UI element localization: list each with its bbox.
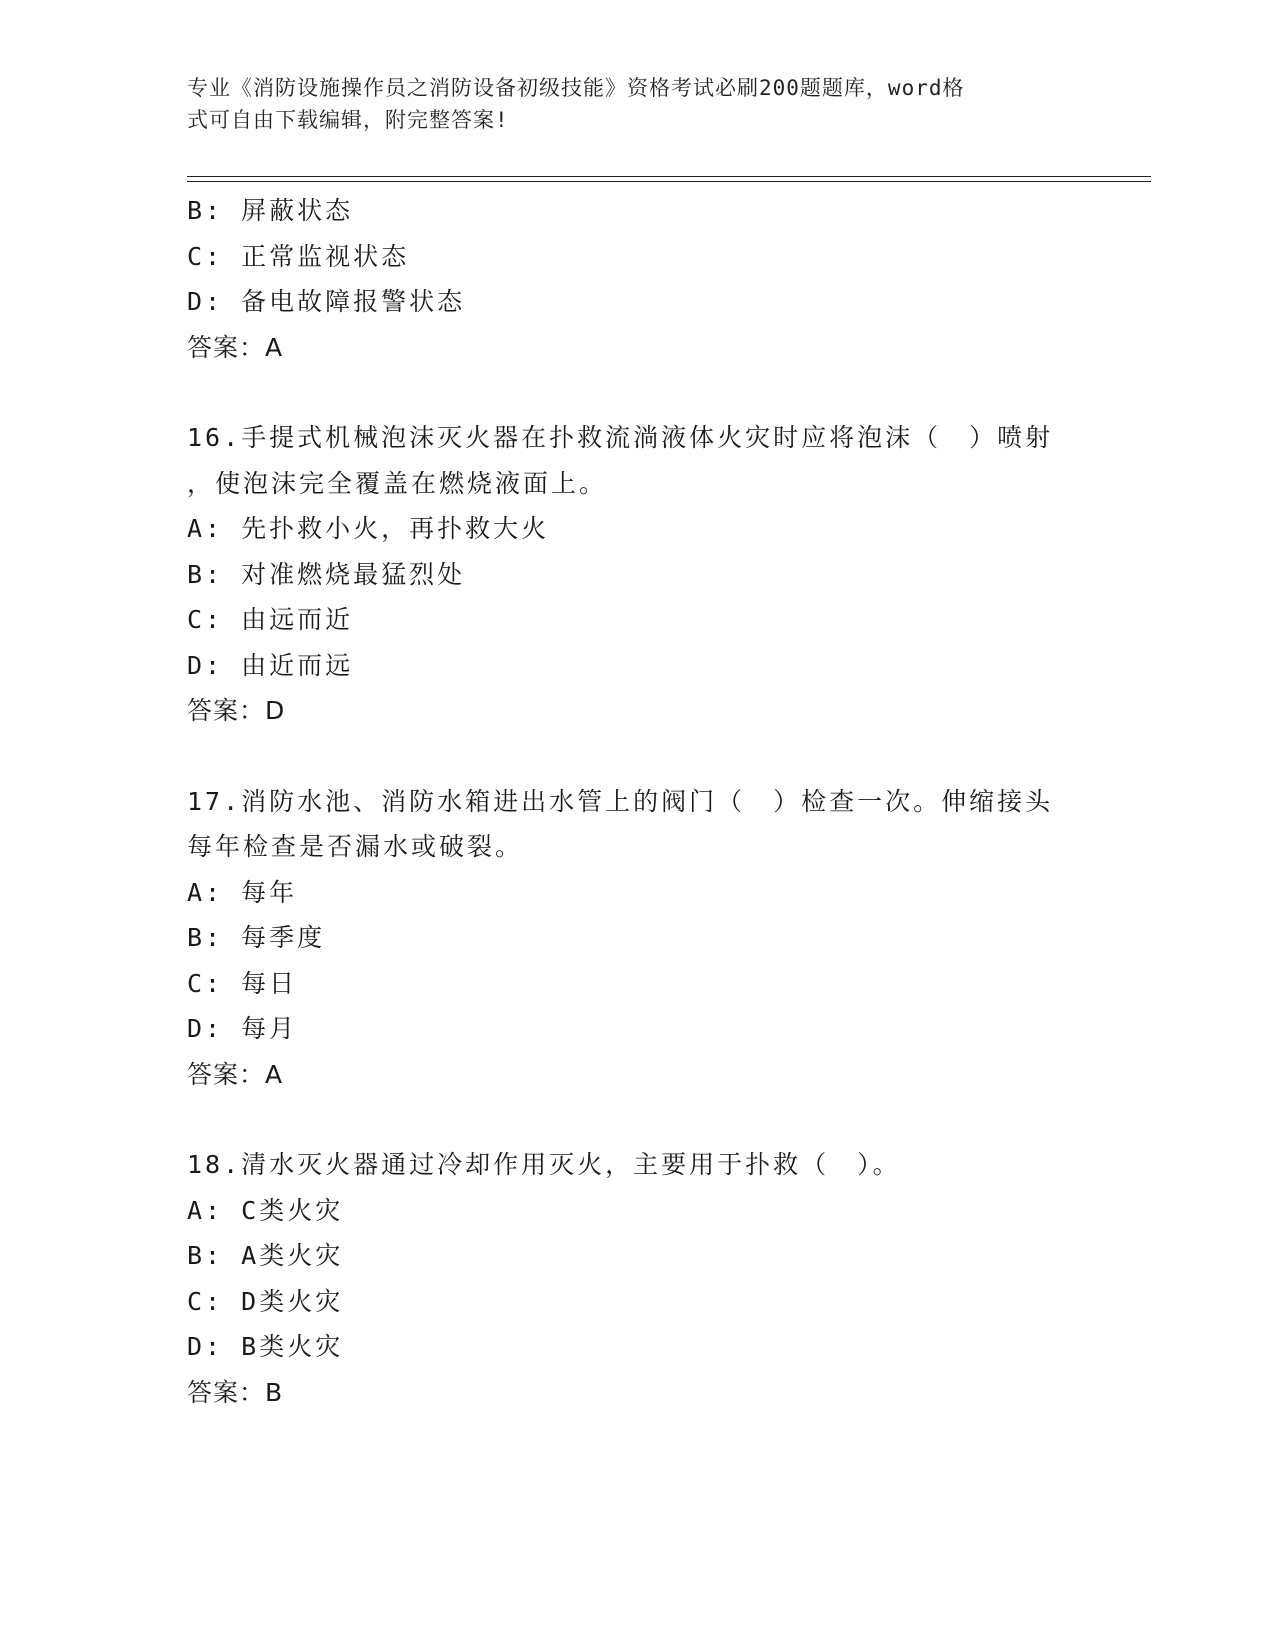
option-c: C: 每日 <box>187 968 298 998</box>
question-block-17 <box>187 779 1087 1098</box>
option-d: D: 由近而远 <box>187 650 354 680</box>
header-line-2: 式可自由下载编辑，附完整答案! <box>187 108 509 132</box>
question-block-18 <box>187 1142 1087 1415</box>
answer-line: 答案：A <box>187 332 284 362</box>
question-text-line-2: ，使泡沫完全覆盖在燃烧液面上。 <box>187 468 608 498</box>
option-a: A: 每年 <box>187 877 298 907</box>
option-b: B: 对准燃烧最猛烈处 <box>187 559 466 589</box>
question-text-line-2: 每年检查是否漏水或破裂。 <box>187 832 524 861</box>
header-line-1: 专业《消防设施操作员之消防设备初级技能》资格考试必刷200题题库，word格 <box>187 76 965 100</box>
question-block-16 <box>187 415 1087 734</box>
option-b: B: 屏蔽状态 <box>187 196 354 225</box>
answer-line: 答案：A <box>187 1059 284 1089</box>
document-header <box>187 72 1077 136</box>
option-d: D: 备电故障报警状态 <box>187 287 466 316</box>
option-c: C: 由远而近 <box>187 605 354 634</box>
answer-line: 答案：B <box>187 1377 284 1407</box>
question-text-line-1: 17.消防水池、消防水箱进出水管上的阀门（ ）检查一次。伸缩接头 <box>187 786 1054 816</box>
question-block-15 <box>187 188 1087 370</box>
header-rule-thick <box>187 176 1151 177</box>
answer-line: 答案：D <box>187 696 286 725</box>
option-c: C: 正常监视状态 <box>187 241 410 271</box>
question-text-line-1: 16.手提式机械泡沫灭火器在扑救流淌液体火灾时应将泡沫（ ）喷射 <box>187 423 1054 452</box>
header-rule-thin <box>187 181 1151 182</box>
option-d: D: 每月 <box>187 1014 298 1043</box>
option-a: A: 先扑救小火，再扑救大火 <box>187 514 550 543</box>
option-a: A: C类火灾 <box>187 1195 344 1225</box>
option-b: B: 每季度 <box>187 923 326 952</box>
option-c: C: D类火灾 <box>187 1286 344 1316</box>
option-b: B: A类火灾 <box>187 1241 344 1270</box>
question-list <box>187 188 1087 1415</box>
question-text-line-1: 18.清水灭火器通过冷却作用灭火，主要用于扑救（ ）。 <box>187 1150 901 1179</box>
option-d: D: B类火灾 <box>187 1332 344 1361</box>
